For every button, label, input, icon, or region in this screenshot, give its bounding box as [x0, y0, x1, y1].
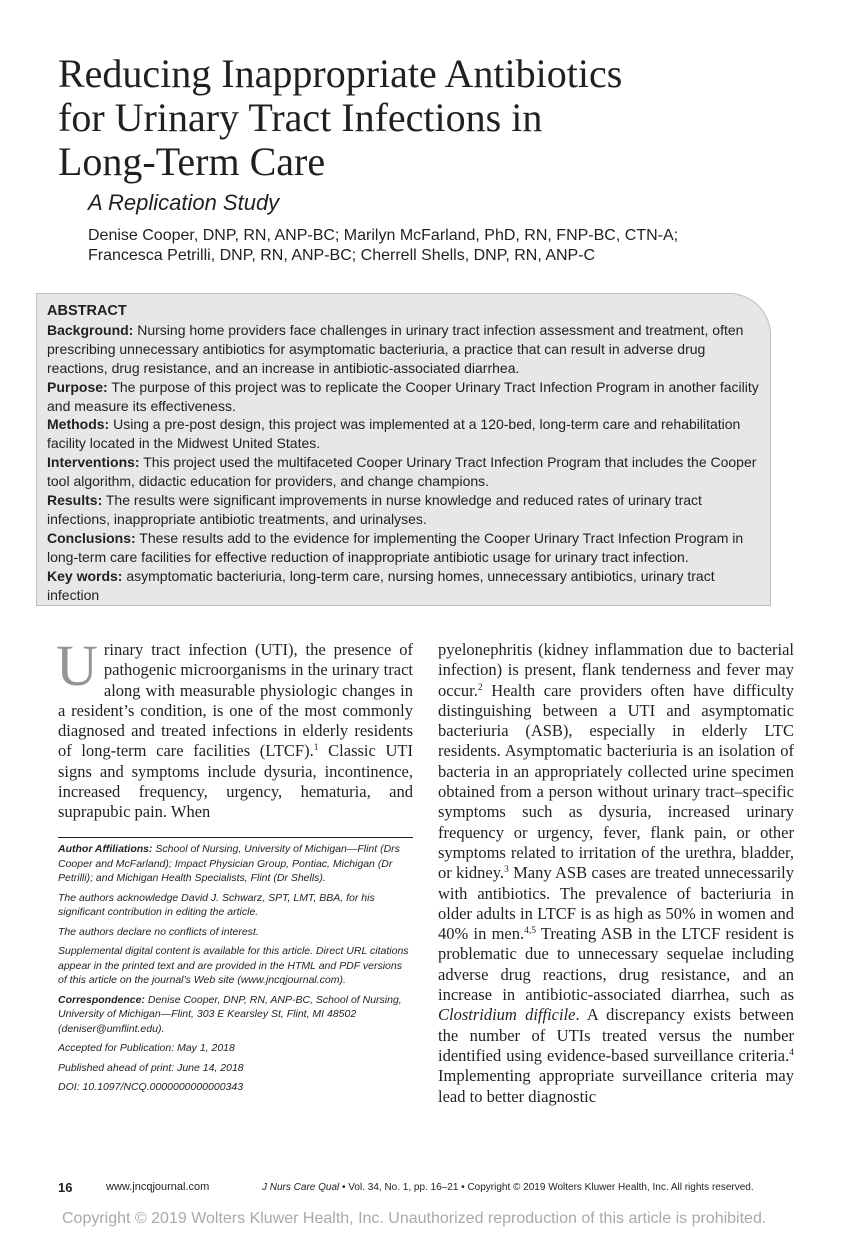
journal-website: www.jncqjournal.com	[106, 1181, 210, 1193]
reference-marker: 4	[789, 1047, 794, 1058]
abstract-conclusions	[47, 529, 760, 567]
page-number: 16	[58, 1180, 73, 1195]
author-list	[88, 226, 808, 266]
abstract-label: Results:	[47, 492, 103, 509]
journal-citation	[262, 1182, 754, 1193]
drop-cap: U	[56, 633, 98, 698]
author-line: Francesca Petrilli, DNP, RN, ANP-BC; Cherrell Shells, DNP, RN, ANP-C	[88, 247, 596, 264]
footnote-text: School of Nursing, University of Michigan—Flint (Drs Cooper and McFarland); Impact Physician Group, Pontiac, Michigan (Dr Petrilli); and Michigan Health Specialists, Flint (Dr Shells).	[58, 843, 400, 884]
abstract-label: Conclusions:	[47, 529, 136, 546]
body-text: rinary tract infection (UTI), the presence of pathogenic microorganisms in the urinary tract along with measurable physiologic changes in a resident’s condition, is one of the most commonly diagnosed and treated infections in elderly residents of long-term care facilities (LTCF).	[58, 640, 413, 761]
abstract-text: This project used the multifaceted Cooper Urinary Tract Infection Program that includes the Cooper tool algorithm, didactic education for providers, and change champions.	[47, 454, 757, 490]
reference-marker: 3	[504, 865, 509, 876]
article-title	[58, 52, 818, 184]
body-column-left	[56, 633, 413, 823]
body-text: . A discrepancy exists between the number of UTIs treated versus the number identified using evidence-based surveillance criteria.	[438, 1005, 794, 1065]
correspondence	[58, 993, 413, 1037]
abstract-text: asymptomatic bacteriuria, long-term care, nursing homes, unnecessary antibiotics, urinary tract infection	[47, 567, 715, 603]
abstract-label: Background:	[47, 321, 134, 338]
acknowledgment: The authors acknowledge David J. Schwarz, SPT, LMT, BBA, for his significant contribution in editing the article.	[58, 891, 375, 918]
copyright-watermark: Copyright © 2019 Wolters Kluwer Health, Inc. Unauthorized reproduction of this article is prohibited.	[62, 1210, 767, 1227]
abstract-heading: ABSTRACT	[47, 303, 127, 319]
body-text: Many ASB cases are treated unnecessarily with antibiotics. The prevalence of bacteriuria in older adults in LTCF is as high as 50% in women and 40% in men.	[438, 863, 794, 944]
conflict-statement: The authors declare no conflicts of interest.	[58, 925, 259, 938]
abstract-text: Nursing home providers face challenges in urinary tract infection assessment and treatment, often prescribing unnecessary antibiotics for asymptomatic bacteriuria, a practice that can result in adverse drug reactions, drug resistance, and an increase in antibiotic-associated diarrhea.	[47, 321, 744, 376]
article-subtitle: A Replication Study	[88, 190, 280, 215]
abstract-purpose	[47, 378, 760, 416]
abstract-text: These results add to the evidence for implementing the Cooper Urinary Tract Infection Program in long-term care facilities for effective reduction of inappropriate antibiotic usage for urinary tract infection.	[47, 529, 744, 565]
journal-name: J Nurs Care Qual	[262, 1182, 340, 1193]
reference-marker: 2	[477, 682, 483, 693]
footnote-label: Correspondence:	[58, 993, 145, 1006]
abstract-label: Interventions:	[47, 454, 140, 471]
abstract-text: The results were significant improvements in nurse knowledge and reduced rates of urinary tract infections, inappropriate antibiotic treatments, and urinalyses.	[47, 492, 702, 527]
doi: DOI: 10.1097/NCQ.0000000000000343	[58, 1081, 244, 1093]
abstract-text: Using a pre-post design, this project was implemented at a 120-bed, long-term care and rehabilitation facility located in the Midwest United States.	[47, 416, 741, 452]
supplemental-note: Supplemental digital content is available for this article. Direct URL citations appear in the printed text and are provided in the HTML and PDF versions of this article on the journal’s Web site (www.jncqjournal.com).	[58, 945, 409, 986]
abstract-label: Methods:	[47, 416, 110, 433]
body-column-right	[438, 640, 794, 1107]
body-paragraph	[56, 633, 413, 823]
abstract-methods	[47, 415, 760, 453]
abstract-results	[47, 491, 760, 529]
title-line: Reducing Inappropriate Antibiotics	[58, 51, 623, 96]
article-footnotes	[58, 842, 413, 1100]
author-line: Denise Cooper, DNP, RN, ANP-BC; Marilyn McFarland, PhD, RN, FNP-BC, CTN-A;	[88, 227, 679, 244]
abstract-interventions	[47, 453, 760, 491]
title-line: Long-Term Care	[58, 139, 326, 184]
body-text: Classic UTI signs and symptoms include dysuria, incontinence, increased frequency, urgency, hematuria, and suprapubic pain. When	[58, 741, 413, 822]
author-affiliations	[58, 842, 413, 886]
species-name: Clostridium difficile	[438, 1005, 576, 1025]
footnote-text: Denise Cooper, DNP, RN, ANP-BC, School of Nursing, University of Michigan—Flint, 303 E Kearsley St, Flint, MI 48502 (deniser@umflint.edu).	[58, 993, 402, 1035]
body-paragraph	[438, 640, 794, 1107]
abstract-box	[36, 293, 771, 606]
abstract-label: Key words:	[47, 567, 123, 584]
abstract-keywords	[47, 567, 760, 605]
accepted-date: Accepted for Publication: May 1, 2018	[58, 1042, 235, 1054]
body-text: pyelonephritis (kidney inflammation due to bacterial infection) is present, flank tenderness and fever may occur.	[438, 640, 794, 700]
reference-marker: 1	[313, 743, 319, 754]
published-date: Published ahead of print: June 14, 2018	[58, 1061, 244, 1074]
citation-text: • Vol. 34, No. 1, pp. 16–21 • Copyright © 2019 Wolters Kluwer Health, Inc. All rights reserved.	[339, 1182, 754, 1193]
body-text: Health care providers often have difficulty distinguishing between a UTI and asymptomatic bacteriuria (ASB), especially in elderly LTC residents. Asymptomatic bacteriuria is an isolation of bacteria in an appropriately collected urine specimen obtained from a person without urinary tract–specific symptoms such as dysuria, increased urinary frequency or urgency, fever, flank pain, or other symptoms related to irritation of the urethra, bladder, or kidney.	[438, 680, 794, 883]
abstract-label: Purpose:	[47, 378, 108, 395]
abstract-text: The purpose of this project was to replicate the Cooper Urinary Tract Infection Program in another facility and measure its effectiveness.	[47, 378, 759, 414]
body-text: Treating ASB in the LTCF resident is problematic due to unnecessary sequelae including adverse drug reactions, drug resistance, and an increase in antibiotic-associated diarrhea, such as	[438, 924, 794, 1005]
footnote-divider	[58, 837, 413, 838]
footnote-label: Author Affiliations:	[58, 843, 153, 855]
body-text: Implementing appropriate surveillance criteria may lead to better diagnostic	[438, 1066, 794, 1106]
reference-marker: 4,5	[524, 926, 536, 937]
title-line: for Urinary Tract Infections in	[58, 95, 543, 140]
abstract-background	[47, 321, 760, 378]
